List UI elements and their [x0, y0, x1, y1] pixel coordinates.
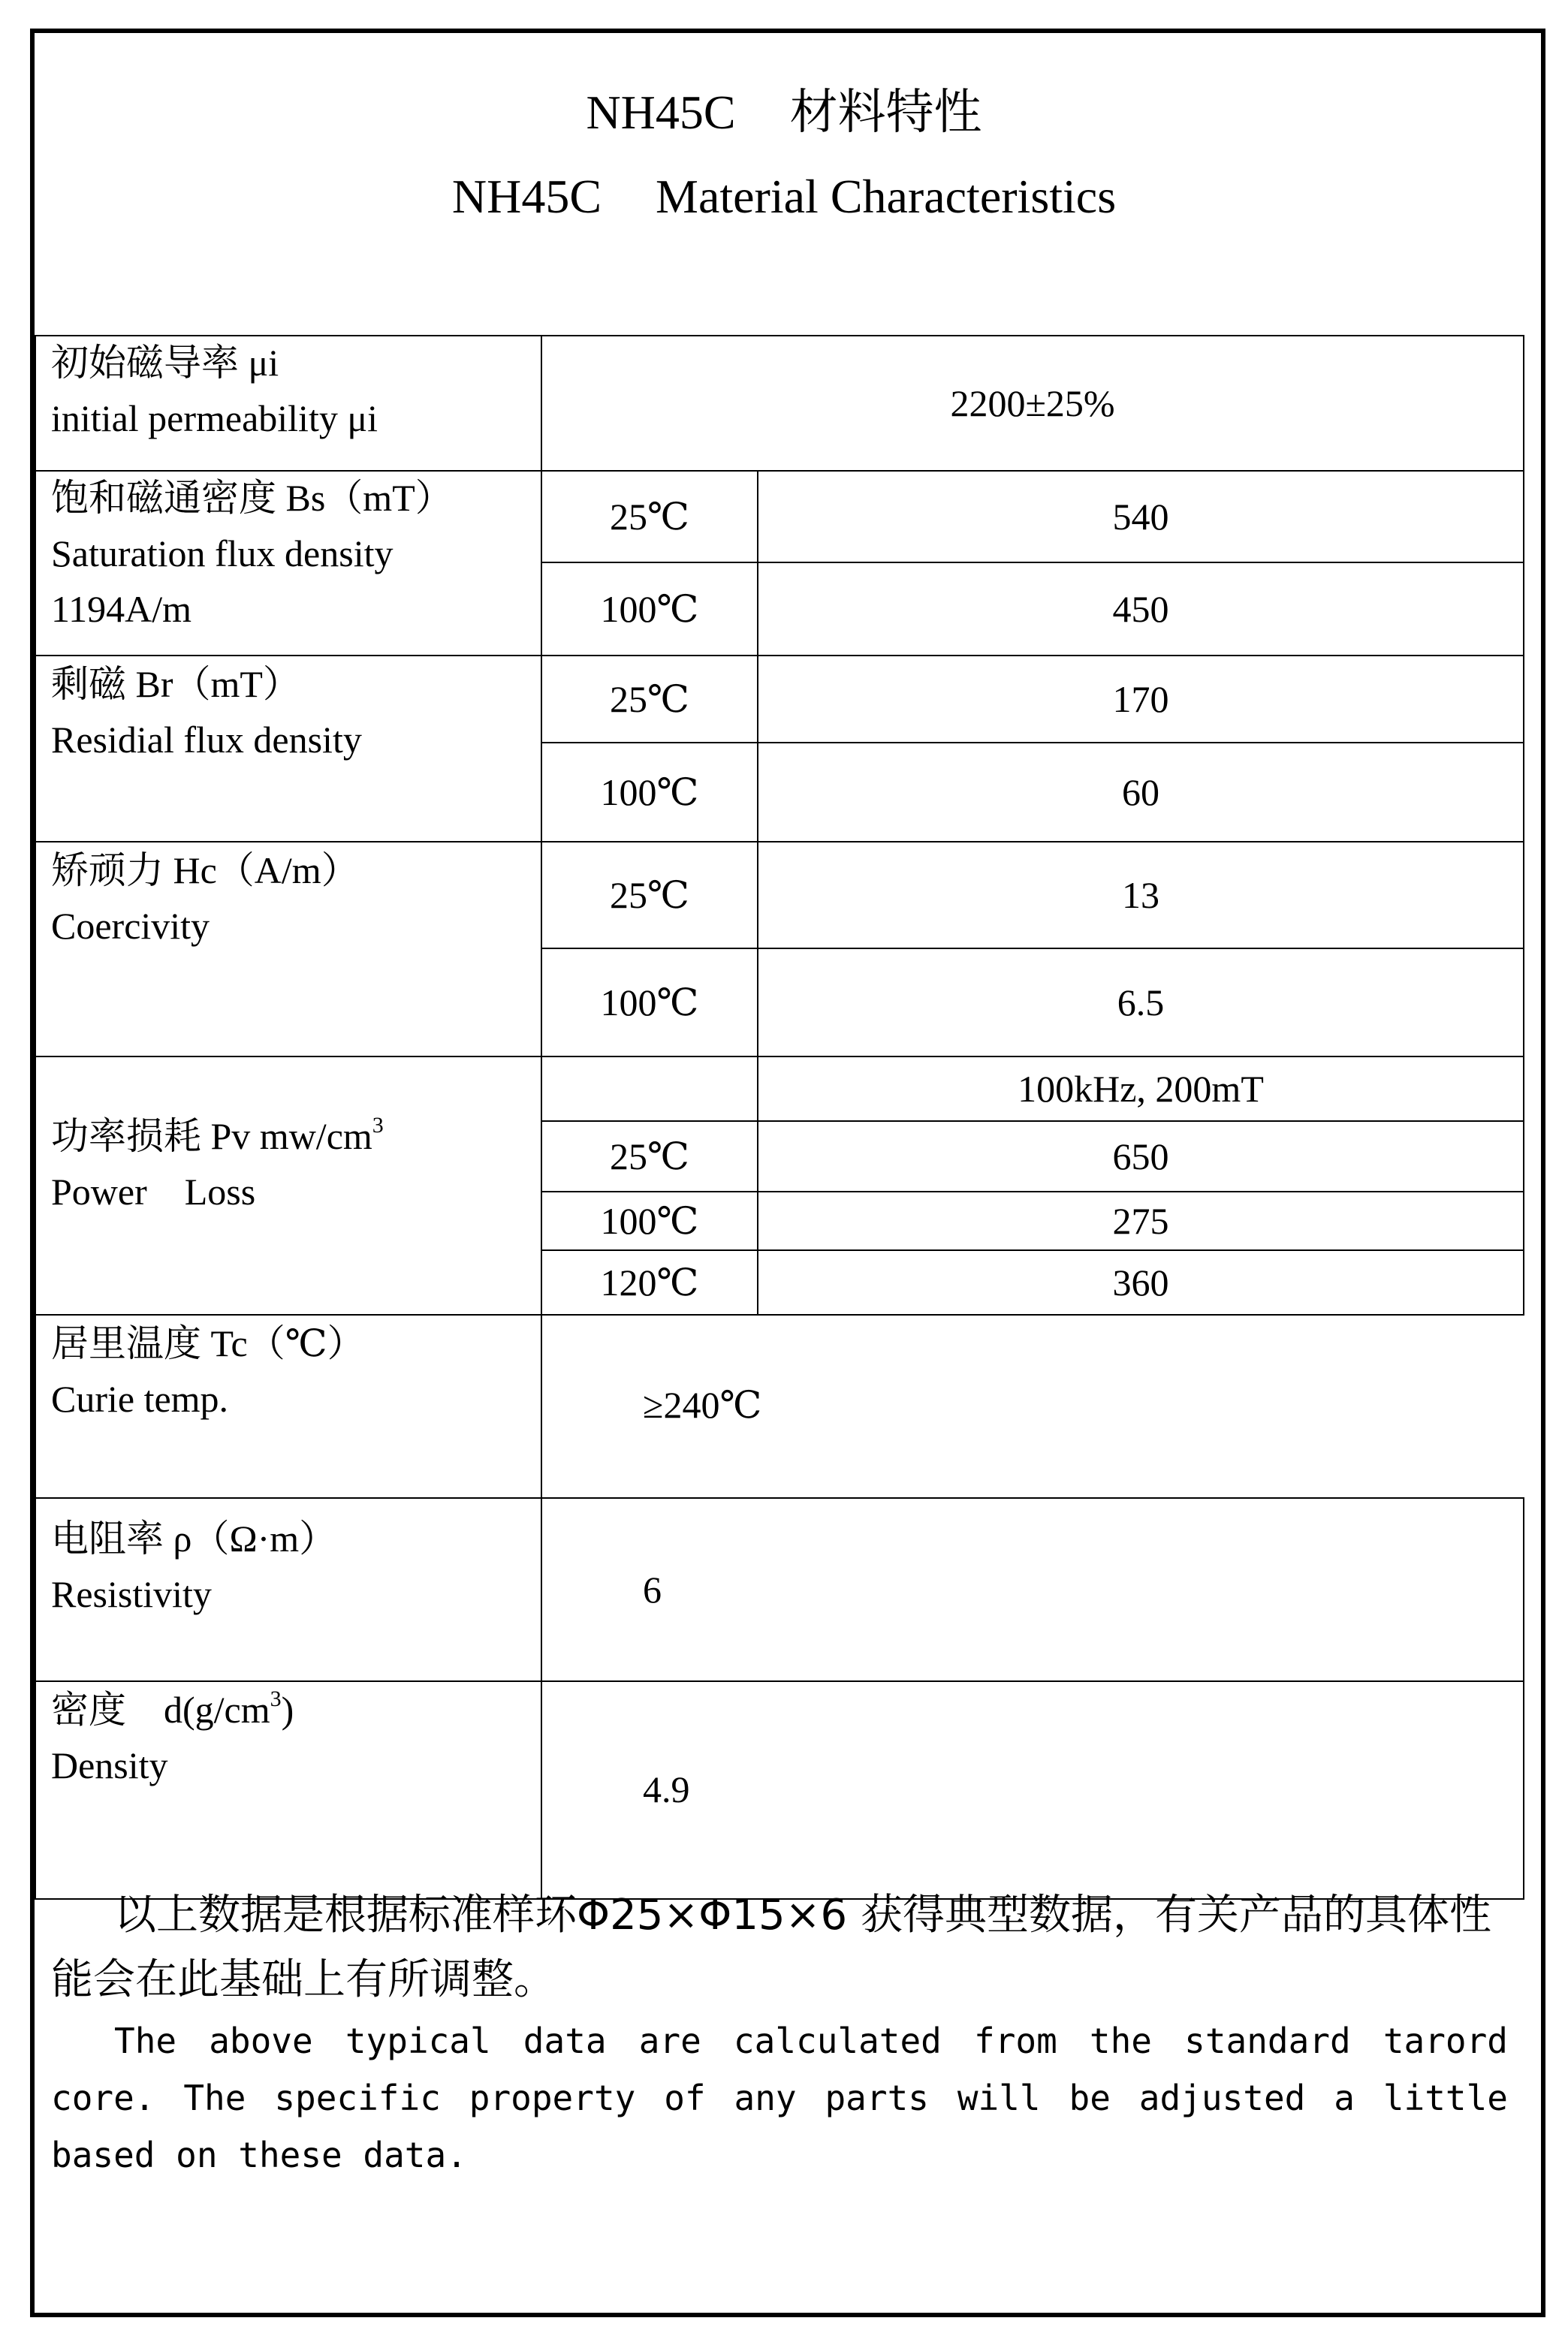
curie-label-cn: 居里温度 Tc（℃） [51, 1322, 365, 1364]
density-label-en: Density [51, 1744, 168, 1786]
remanence-temp-100: 100℃ [600, 771, 699, 813]
coercivity-temp-25: 25℃ [610, 874, 689, 916]
power-loss-value-120: 360 [1112, 1261, 1169, 1304]
resistivity-value: 6 [643, 1569, 662, 1611]
permeability-label-en: initial permeability μi [51, 397, 378, 439]
title-en-text: Material Characteristics [656, 170, 1117, 223]
power-loss-temp-25: 25℃ [610, 1135, 689, 1177]
resistivity-label-en: Resistivity [51, 1573, 212, 1615]
saturation-label-cn: 饱和磁通密度 Bs（mT） [51, 477, 453, 519]
coercivity-label-cn: 矫顽力 Hc（A/m） [51, 849, 359, 891]
remanence-value-100: 60 [1122, 771, 1159, 813]
coercivity-label-en: Coercivity [51, 905, 210, 947]
remanence-value-25: 170 [1112, 678, 1169, 720]
row-saturation-label [51, 470, 453, 637]
resistivity-label-cn: 电阻率 ρ（Ω·m） [51, 1518, 337, 1560]
remanence-temp-25: 25℃ [610, 678, 689, 720]
saturation-temp-25: 25℃ [610, 496, 689, 538]
power-loss-condition: 100kHz, 200mT [1018, 1068, 1264, 1110]
curie-label-en: Curie temp. [51, 1378, 229, 1420]
saturation-value-25: 540 [1112, 496, 1169, 538]
page-title-cn [0, 86, 1568, 139]
power-loss-value-25: 650 [1112, 1135, 1169, 1177]
permeability-value: 2200±25% [950, 382, 1115, 424]
title-code-en: NH45C [451, 170, 602, 223]
power-loss-label-cn: 功率损耗 Pv $mw/cm^3$ [51, 1113, 384, 1157]
curie-value: ≥240℃ [643, 1384, 762, 1426]
title-cn-text: 材料特性 [789, 86, 982, 139]
note-chinese-text: 以上数据是根据标准样环Φ25×Φ15×6 获得典型数据，有关产品的具体性能会在此基础上有所调整。 [51, 1891, 1491, 2004]
row-power-loss-label [51, 1108, 384, 1219]
density-label-cn: 密度 $d(g/cm^3)$ [51, 1686, 294, 1731]
permeability-label-cn: 初始磁导率 μi [51, 342, 279, 384]
row-resistivity-label [51, 1511, 336, 1622]
remanence-label-en: Residial flux density [51, 719, 362, 761]
saturation-label-field: 1194A/m [51, 588, 192, 630]
density-value: 4.9 [643, 1768, 690, 1810]
saturation-temp-100: 100℃ [600, 588, 699, 630]
saturation-value-100: 450 [1112, 588, 1169, 630]
row-permeability-label [51, 335, 378, 446]
row-curie-label [51, 1316, 365, 1427]
remanence-label-cn: 剩磁 Br（mT） [51, 663, 300, 705]
power-loss-value-100: 275 [1112, 1200, 1169, 1242]
saturation-label-en: Saturation flux density [51, 532, 394, 574]
coercivity-value-100: 6.5 [1117, 981, 1165, 1023]
row-density-label [51, 1682, 294, 1793]
power-loss-temp-120: 120℃ [600, 1261, 699, 1304]
title-code: NH45C [586, 86, 736, 139]
coercivity-temp-100: 100℃ [600, 981, 699, 1023]
power-loss-temp-100: 100℃ [600, 1200, 699, 1242]
page-title-en [0, 170, 1568, 223]
power-loss-label-en: Power Loss [51, 1171, 256, 1213]
row-remanence-label [51, 656, 362, 767]
note-english-text: The above typical data are calculated from the standard tarord core. The specific property of any parts will be adjusted a little based on these data. [51, 2021, 1508, 2175]
note-chinese [51, 1883, 1508, 2012]
coercivity-value-25: 13 [1122, 874, 1159, 916]
note-english [51, 2012, 1508, 2184]
row-coercivity-label [51, 842, 359, 954]
